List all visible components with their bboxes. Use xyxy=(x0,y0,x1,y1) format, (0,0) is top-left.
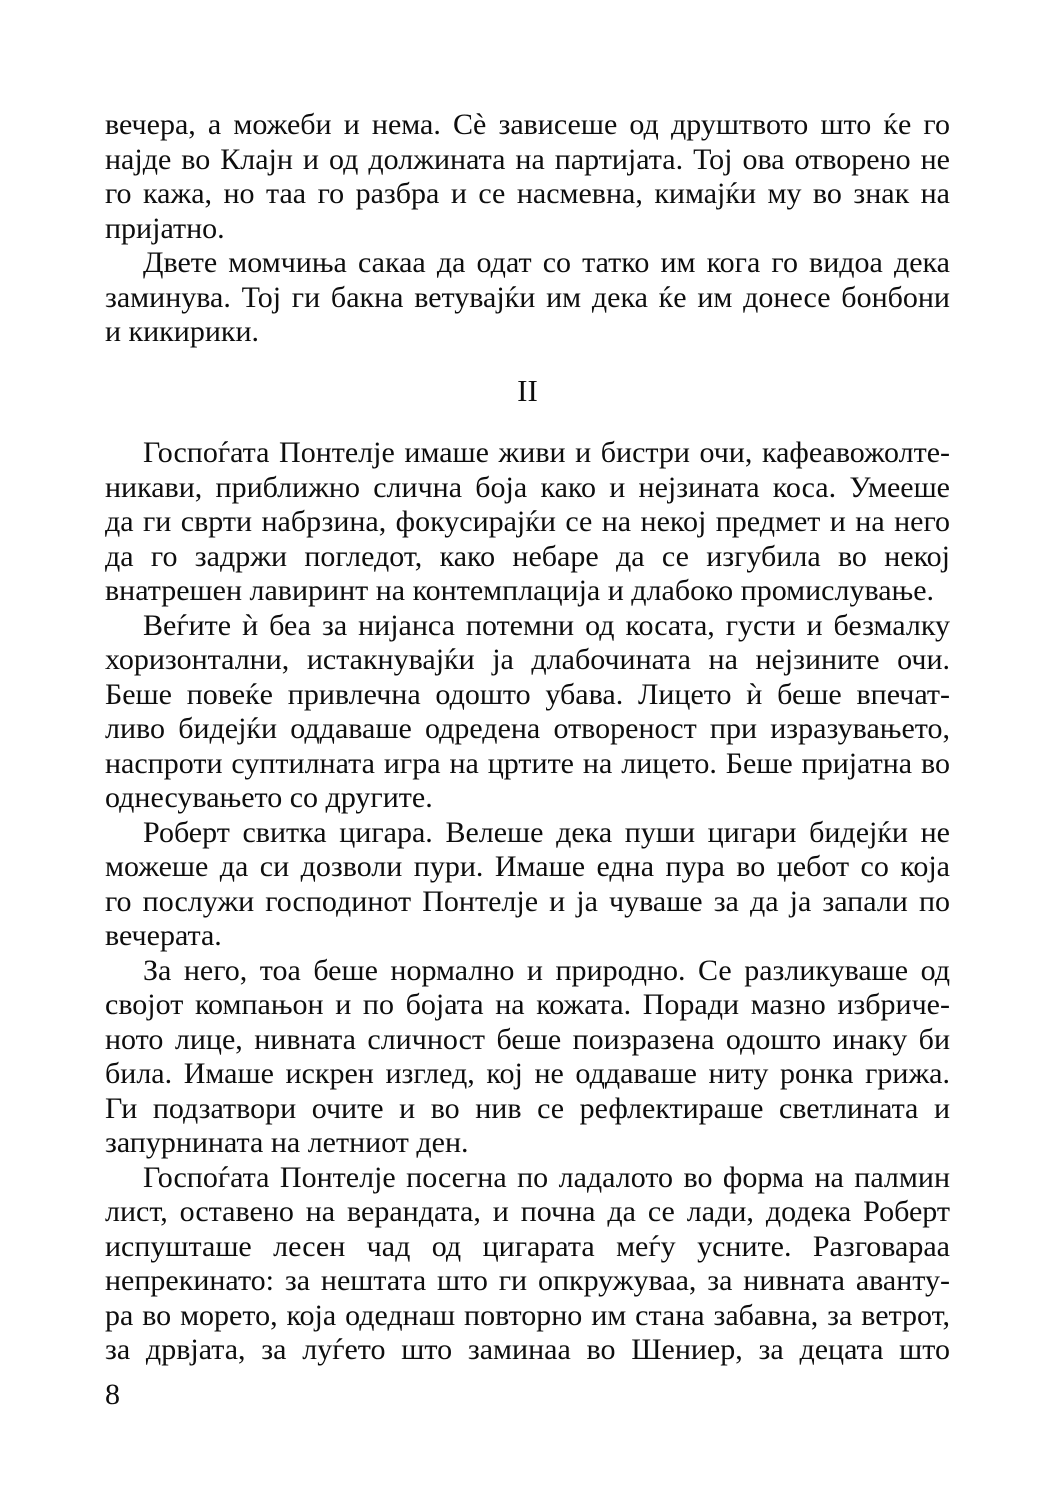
text-line: Веѓите ѝ беа за нијанса потемни од косата, густи и безмалку xyxy=(143,608,950,642)
text-line: За него, тоа беше нормално и природно. Се разликуваше од xyxy=(143,953,950,987)
text-line: била. Имаше искрен изглед, кој не оддаваше ниту ронка грижа. xyxy=(105,1057,950,1090)
text-line: заминува. Тој ги бакна ветувајќи им дека ќе им донесе бонбони xyxy=(105,280,950,314)
text-line: ливо бидејќи оддаваше одредена отвореност при изразувањето, xyxy=(105,712,950,745)
text-line: да го задржи погледот, како небаре да се изгубила во некој xyxy=(105,539,950,573)
text-line: Роберт свитка цигара. Велеше дека пуши цигари бидејќи не xyxy=(143,815,950,849)
text-line: Двете момчиња сакаа да одат со татко им кога го видоа дека xyxy=(143,246,950,279)
text-line: запурнината на летниот ден. xyxy=(105,1126,469,1159)
text-line: да ги сврти набрзина, фокусирајќи се на некој предмет и на него xyxy=(105,505,950,538)
text-line: наспроти суптилната игра на цртите на лицето. Беше пријатна во xyxy=(105,746,950,780)
chapter-heading: II xyxy=(517,372,538,408)
text-line: хоризонтални, истакнувајќи ја длабочината на нејзините очи. xyxy=(105,643,950,676)
page-number: 8 xyxy=(105,1378,120,1411)
text-line: најде во Клајн и од должината на партијата. Тој ова отворено не xyxy=(105,142,950,176)
text-line: ното лице, нивната сличност беше поизразена одошто инаку би xyxy=(105,1022,950,1056)
text-line: никави, приближно слична боја како и нејзината коса. Умееше xyxy=(105,470,950,504)
text-line: лист, оставено на верандата, и почна да се лади, додека Роберт xyxy=(105,1195,950,1228)
text-line: вечера, а можеби и нема. Сѐ зависеше од друштвото што ќе го xyxy=(105,108,950,141)
text-line: Госпоѓата Понтелје имаше живи и бистри очи, кафеавожолте- xyxy=(143,436,950,469)
text-line: Беше повеќе привлечна одошто убава. Лицето ѝ беше впечат- xyxy=(105,677,950,711)
text-line: и кикирики. xyxy=(105,315,259,348)
text-line: испушташе лесен чад од цигарата меѓу усните. Разговараа xyxy=(105,1229,950,1263)
text-line: однесувањето со другите. xyxy=(105,781,433,814)
text-line: го кажа, но таа го разбра и се насмевна, кимајќи му во знак на xyxy=(105,177,950,210)
text-line: внатрешен лавиринт на контемплација и длабоко промислување. xyxy=(105,574,935,607)
page-text xyxy=(105,108,950,1368)
text-line: непрекинато: за нештата што ги опкружуваа, за нивната аванту- xyxy=(105,1264,950,1297)
text-line: Ги подзатвори очите и во нив се рефлектираше светлината и xyxy=(105,1091,950,1125)
text-line: вечерата. xyxy=(105,919,222,952)
text-line: за дрвјата, за луѓето што заминаа во Шениер, за децата што xyxy=(105,1333,950,1366)
text-line: пријатно. xyxy=(105,211,225,245)
text-line: можеше да си дозволи пури. Имаше една пура во џебот со која xyxy=(105,850,950,883)
text-line: Госпоѓата Понтелје посегна по ладалото во форма на палмин xyxy=(143,1160,950,1194)
text-line: својот компањон и по бојата на кожата. Поради мазно избриче- xyxy=(105,988,950,1021)
text-line: ра во морето, која одеднаш повторно им стана забавна, за ветрот, xyxy=(105,1298,950,1332)
text-line: го послужи господинот Понтелје и ја чуваше за да ја запали по xyxy=(105,884,950,918)
